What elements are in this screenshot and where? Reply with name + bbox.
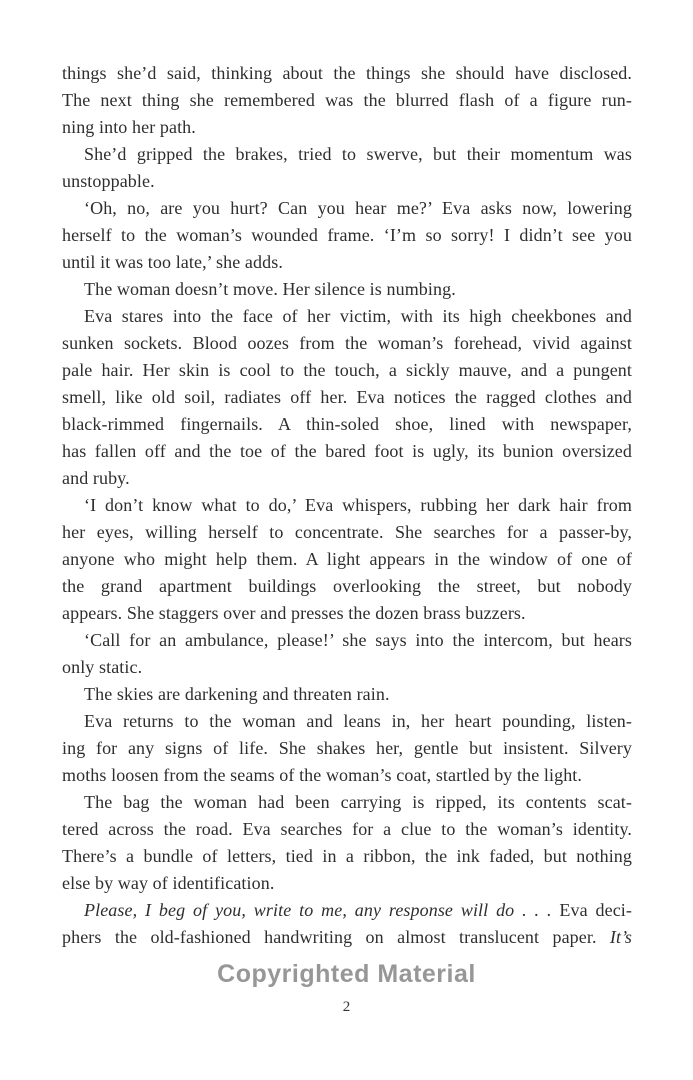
text-line: The next thing she remembered was the blurred flash of a figure run-: [62, 90, 632, 110]
text-line: herself to the woman’s wounded frame. ‘I’m so sorry! I didn’t see you: [62, 225, 632, 245]
text-line: else by way of identification.: [62, 873, 275, 893]
text-line: ‘Call for an ambulance, please!’ she says into the intercom, but hears: [84, 630, 632, 650]
text-line: The skies are darkening and threaten rain.: [84, 684, 390, 704]
text-line: There’s a bundle of letters, tied in a ribbon, the ink faded, but nothing: [62, 846, 632, 866]
text-line: her eyes, willing herself to concentrate. She searches for a passer-by,: [62, 522, 632, 542]
text-line: The woman doesn’t move. Her silence is numbing.: [84, 279, 456, 299]
text-line: black-rimmed fingernails. A thin-soled shoe, lined with newspaper,: [62, 414, 632, 434]
text-line: unstoppable.: [62, 171, 155, 191]
text-line: She’d gripped the brakes, tried to swerve, but their momentum was: [84, 144, 632, 164]
text-line: smell, like old soil, radiates off her. Eva notices the ragged clothes and: [62, 387, 632, 407]
text-line: ing for any signs of life. She shakes her, gentle but insistent. Silvery: [62, 738, 632, 758]
page-text: [62, 60, 632, 951]
text-line: sunken sockets. Blood oozes from the woman’s forehead, vivid against: [62, 333, 632, 353]
text-line: appears. She staggers over and presses the dozen brass buzzers.: [62, 603, 526, 623]
text-line: moths loosen from the seams of the woman’s coat, startled by the light.: [62, 765, 583, 785]
text-line: ‘I don’t know what to do,’ Eva whispers, rubbing her dark hair from: [84, 495, 632, 515]
text-line: and ruby.: [62, 468, 130, 488]
text-line: until it was too late,’ she adds.: [62, 252, 283, 272]
text-line: ning into her path.: [62, 117, 196, 137]
text-line: The bag the woman had been carrying is ripped, its contents scat-: [84, 792, 632, 812]
text-line: pale hair. Her skin is cool to the touch, a sickly mauve, and a pungent: [62, 360, 632, 380]
text-line: has fallen off and the toe of the bared foot is ugly, its bunion oversized: [62, 441, 632, 461]
text-line: Eva stares into the face of her victim, with its high cheekbones and: [84, 306, 632, 326]
text-line: Eva returns to the woman and leans in, her heart pounding, listen-: [84, 711, 632, 731]
text-line: anyone who might help them. A light appears in the window of one of: [62, 549, 632, 569]
text-line: ‘Oh, no, are you hurt? Can you hear me?’ Eva asks now, lowering: [84, 198, 632, 218]
page-number: 2: [342, 999, 351, 1015]
text-line: Please, I beg of you, write to me, any response will do . . . Eva deci-: [84, 900, 632, 920]
text-line: things she’d said, thinking about the things she should have disclosed.: [62, 63, 632, 83]
text-line: tered across the road. Eva searches for a clue to the woman’s identity.: [62, 819, 632, 839]
text-line: the grand apartment buildings overlooking the street, but nobody: [62, 576, 632, 596]
copyright-watermark: Copyrighted Material: [217, 960, 476, 988]
text-line: only static.: [62, 657, 143, 677]
text-line: phers the old-fashioned handwriting on almost translucent paper. It’s: [62, 927, 632, 947]
